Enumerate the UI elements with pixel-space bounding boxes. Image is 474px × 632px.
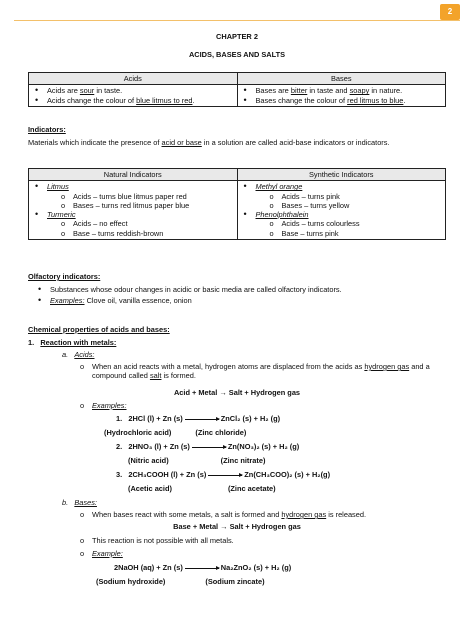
- equation-acetic: 3. 2CH₃COOH (l) + Zn (s) Zn(CH₃COO)₂ (s) + H₂(g): [116, 470, 331, 479]
- equation-hcl-names: (Hydrochloric acid) (Zinc chloride): [104, 428, 247, 437]
- base-property: • Bases change the colour of red litmus to blue.: [242, 96, 442, 105]
- acids-header: Acids: [29, 73, 238, 85]
- indicator-effect: o Acids – turns colourless: [270, 219, 442, 228]
- indicator-effect: o Acids – turns blue litmus paper red: [61, 192, 233, 201]
- indicator-name: • Turmeric: [33, 210, 233, 219]
- indicator-name: • Phenolphthalein: [242, 210, 442, 219]
- acid-base-table: [28, 72, 446, 107]
- bases-cell: [237, 85, 446, 107]
- page-title: ACIDS, BASES AND SALTS: [188, 50, 286, 59]
- reaction-arrow-icon: [185, 568, 219, 569]
- reaction-with-metals-heading: 1. Reaction with metals:: [28, 338, 117, 347]
- indicators-heading: Indicators:: [28, 125, 66, 134]
- acids-cell: [29, 85, 238, 107]
- acid-property: • Acids change the colour of blue litmus to red.: [33, 96, 233, 105]
- indicator-effect: o Base – turns pink: [270, 229, 442, 238]
- equation-hno3-names: (Nitric acid) (Zinc nitrate): [128, 456, 266, 465]
- base-property: • Bases are bitter in taste and soapy in nature.: [242, 86, 442, 95]
- indicator-name: • Methyl orange: [242, 182, 442, 191]
- reaction-arrow-icon: [192, 447, 226, 448]
- olfactory-list: [36, 285, 446, 306]
- bases-subheading: b. Bases:: [62, 498, 97, 507]
- olfactory-definition: • Substances whose odour changes in acidic or basic media are called olfactory indicators.: [36, 285, 446, 294]
- acid-property: • Acids are sour in taste.: [33, 86, 233, 95]
- base-metal-description: o When bases react with some metals, a salt is formed and hydrogen gas is released.: [80, 510, 367, 519]
- page-number: 2: [440, 4, 460, 20]
- indicator-effect: o Bases – turns yellow: [270, 201, 442, 210]
- base-note: o This reaction is not possible with all metals.: [80, 536, 234, 545]
- base-word-equation: Base + Metal → Salt + Hydrogen gas: [173, 522, 301, 531]
- indicator-effect: o Bases – turns red litmus paper blue: [61, 201, 233, 210]
- natural-indicators-header: Natural Indicators: [29, 169, 238, 181]
- indicator-table: [28, 168, 446, 240]
- reaction-arrow-icon: [208, 475, 242, 476]
- chapter-label: CHAPTER 2: [216, 32, 258, 41]
- reaction-arrow-icon: [185, 419, 219, 420]
- indicator-effect: o Acids – turns pink: [270, 192, 442, 201]
- equation-naoh: 2NaOH (aq) + Zn (s) Na₂ZnO₂ (s) + H₂ (g): [114, 563, 292, 572]
- equation-hcl: 1. 2HCl (l) + Zn (s) ZnCl₂ (s) + H₂ (g): [116, 414, 281, 423]
- header-rule: [14, 20, 460, 21]
- synthetic-indicators-header: Synthetic Indicators: [237, 169, 446, 181]
- examples-label: o Examples:: [80, 401, 127, 410]
- natural-indicators-cell: [29, 181, 238, 240]
- equation-acetic-names: (Acetic acid) (Zinc acetate): [128, 484, 276, 493]
- acids-subheading: a. Acids:: [62, 350, 95, 359]
- example-label: o Example:: [80, 549, 123, 558]
- chemical-properties-heading: Chemical properties of acids and bases:: [28, 325, 170, 334]
- indicator-name: • Litmus: [33, 182, 233, 191]
- olfactory-examples: • Examples: Clove oil, vanilla essence, onion: [36, 296, 446, 305]
- bases-header: Bases: [237, 73, 446, 85]
- olfactory-heading: Olfactory indicators:: [28, 272, 101, 281]
- indicator-effect: o Base – turns reddish-brown: [61, 229, 233, 238]
- synthetic-indicators-cell: [237, 181, 446, 240]
- indicators-definition: Materials which indicate the presence of acid or base in a solution are called acid-base indicators or indicators.: [28, 138, 390, 147]
- equation-naoh-names: (Sodium hydroxide) (Sodium zincate): [96, 577, 265, 586]
- indicator-effect: o Acids – no effect: [61, 219, 233, 228]
- acid-word-equation: Acid + Metal → Salt + Hydrogen gas: [173, 388, 301, 397]
- equation-hno3: 2. 2HNO₃ (l) + Zn (s) Zn(NO₃)₂ (s) + H₂ (g): [116, 442, 300, 451]
- acid-metal-description: o When an acid reacts with a metal, hydrogen atoms are displaced from the acids as hydrogen gas and a compound called salt is formed.: [80, 362, 430, 381]
